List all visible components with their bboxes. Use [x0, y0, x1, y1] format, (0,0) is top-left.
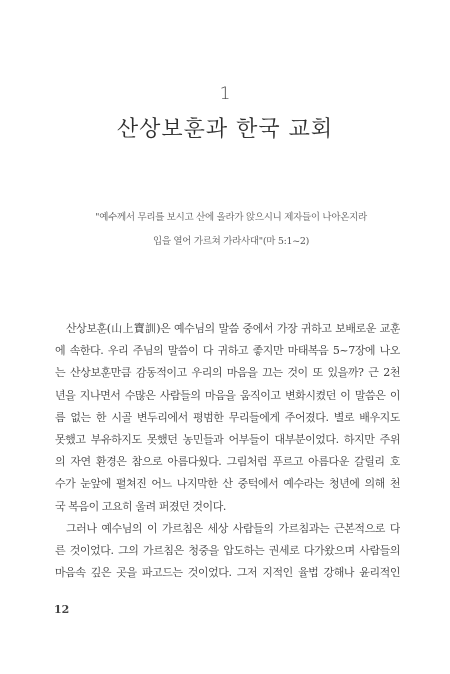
body-line: 국 복음이 고요히 울려 퍼졌던 것이다.: [55, 499, 226, 513]
body-line: 수가 눈앞에 펼쳐진 어느 나지막한 산 중턱에서 예수라는 청년에 의해 천: [55, 477, 400, 491]
body-line: 름 없는 한 시골 변두리에서 평범한 무리들에게 주어졌다. 별로 배우지도: [55, 410, 400, 424]
body-line: 마음속 깊은 곳을 파고드는 것이었다. 그저 지적인 율법 강해나 윤리적인: [55, 566, 400, 580]
chapter-number: 1: [219, 84, 231, 104]
epigraph: [86, 206, 376, 254]
body-line: 산상보훈(山上寶訓)은 예수님의 말씀 중에서 가장 귀하고 보배로운 교훈: [66, 322, 400, 335]
chapter-title: 산상보훈과 한국 교회: [116, 117, 334, 142]
body-line: 못했고 부유하지도 못했던 농민들과 어부들이 대부분이었다. 하지만 주위: [55, 432, 400, 446]
body-text: [55, 318, 400, 584]
body-line: 는 산상보훈만큼 감동적이고 우리의 마음을 끄는 것이 또 있을까? 근 2천: [55, 366, 400, 380]
page-number: 12: [54, 603, 70, 616]
body-line: 른 것이었다. 그의 가르침은 청중을 압도하는 권세로 다가왔으며 사람들의: [55, 543, 400, 557]
body-line: 에 속한다. 우리 주님의 말씀이 다 귀하고 좋지만 마태복음 5~7장에 나오: [55, 344, 400, 358]
epigraph-line: "예수께서 무리를 보시고 산에 올라가 앉으시니 제자들이 나아온지라: [95, 212, 367, 223]
body-line: 그러나 예수님의 이 가르침은 세상 사람들의 가르침과는 근본적으로 다: [66, 521, 400, 535]
body-line: 년을 지나면서 수많은 사람들의 마음을 움직이고 변화시켰던 이 말씀은 이: [55, 388, 400, 402]
epigraph-line: 입을 열어 가르쳐 가라사대"(마 5:1~2): [152, 236, 310, 247]
body-line: 의 자연 환경은 참으로 아름다웠다. 그림처럼 푸르고 아름다운 갈릴리 호: [55, 455, 400, 469]
